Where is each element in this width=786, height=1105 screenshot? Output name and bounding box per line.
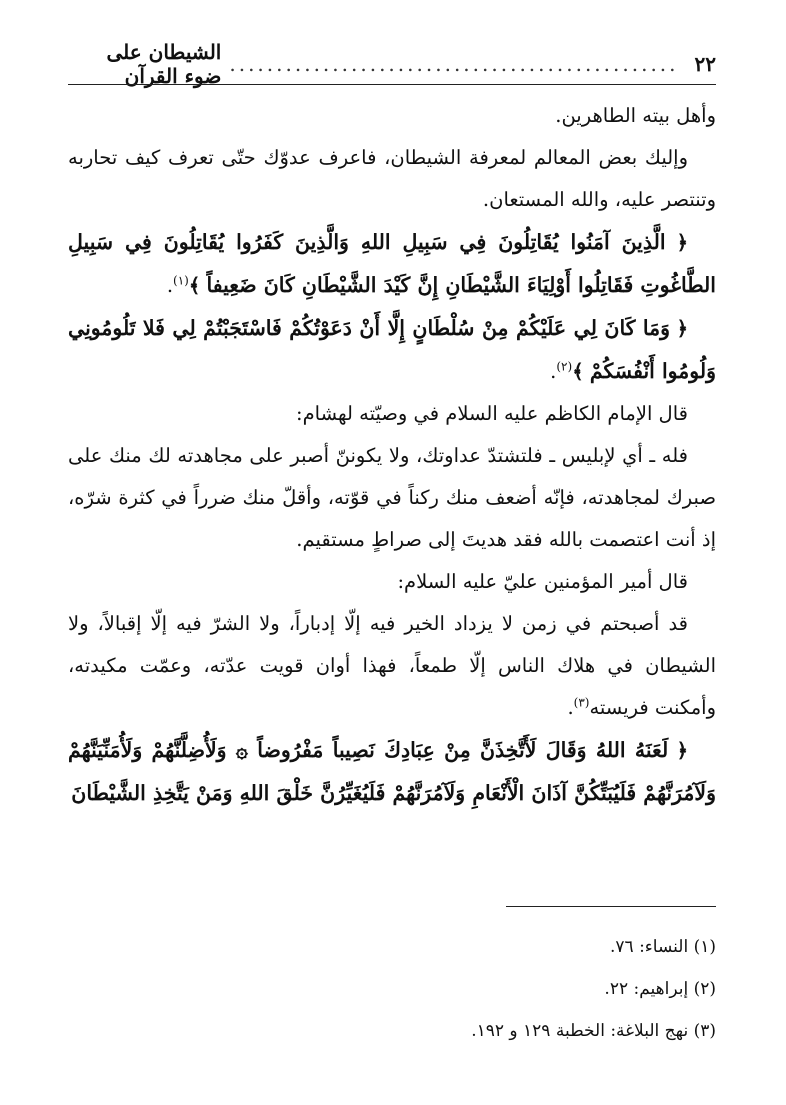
full-stop: . — [166, 274, 174, 297]
paragraph-text: قد أصبحتم في زمن لا يزداد الخير فيه إلّا إدباراً، ولا الشرّ فيه إلّا إقبالاً، ولا الشيطان في هلاك الناس إلّا طمعاً، فهذا أوان قويت عدّته، وعمّت مكيدته، وأمكنت فريسته — [68, 612, 716, 719]
full-stop: . — [567, 696, 574, 719]
footnote-ref: (١) — [173, 273, 189, 288]
page-number: ٢٢ — [694, 52, 716, 76]
paragraph-1 — [68, 95, 716, 137]
running-header — [68, 40, 716, 88]
footnote-3: (٣) نهج البلاغة: الخطبة ١٢٩ و ١٩٢. — [471, 1021, 716, 1041]
quran-text: الَّذِينَ آمَنُوا يُقَاتِلُونَ فِي سَبِيلِ اللهِ وَالَّذِينَ كَفَرُوا يُقَاتِلُونَ فِي سَبِيلِ الطَّاغُوتِ فَقَاتِلُوا أَوْلِيَاءَ الشَّيْطَانِ إِنَّ كَيْدَ الشَّيْطَانِ كَانَ ضَعِيفاً — [68, 230, 716, 297]
full-stop: . — [550, 360, 557, 383]
running-title: الشيطان على ضوء القرآن — [106, 40, 222, 88]
paragraph-text: وإليك بعض المعالم لمعرفة الشيطان، فاعرف عدوّك حتّى تعرف كيف تحاربه وتنتصر عليه، والله المستعان. — [68, 146, 716, 211]
footnote-ref: (٢) — [556, 359, 573, 374]
paragraph-text: فله ـ أي لإبليس ـ فلتشتدّ عداوتك، ولا يكوننّ أصبر على مجاهدته لك منك على صبرك لمجاهدته، فإنّه أضعف منك ركناً في قوّته، وأقلّ منك ضرراً في كثرة شرّه، إذ أنت اعتصمت بالله فقد هديتَ إلى صراطٍ مستقيم. — [68, 444, 716, 551]
ornate-bracket-close: ﴾ — [188, 274, 201, 297]
leader-dots: ................................................ — [229, 52, 679, 76]
quran-verse-2 — [68, 307, 716, 393]
footnote-2: (٢) إبراهيم: ٢٢. — [604, 979, 716, 999]
quran-verse-1 — [68, 221, 716, 307]
footnote-rule — [506, 906, 716, 907]
paragraph-text: قال أمير المؤمنين عليّ عليه السلام: — [397, 570, 688, 593]
paragraph-text: قال الإمام الكاظم عليه السلام في وصيّته لهشام: — [296, 402, 688, 425]
footnote-1: (١) النساء: ٧٦. — [610, 937, 716, 957]
page-body — [68, 95, 716, 815]
paragraph-kazim-intro — [68, 393, 716, 435]
paragraph-2 — [68, 137, 716, 221]
book-page — [68, 40, 716, 1080]
ornate-bracket-open: ﴿ — [676, 231, 688, 254]
paragraph-text: وأهل بيته الطاهرين. — [555, 104, 716, 127]
ornate-bracket-close: ﴾ — [572, 360, 584, 383]
quran-text: وَمَا كَانَ لِي عَلَيْكُمْ مِنْ سُلْطَانٍ إِلَّا أَنْ دَعَوْتُكُمْ فَاسْتَجَبْتُمْ لِي فَلا تَلُومُونِي وَلُومُوا أَنْفُسَكُمْ — [68, 316, 716, 383]
paragraph-ali-quote — [68, 603, 716, 729]
paragraph-kazim-quote — [68, 435, 716, 561]
footnote-ref: (٣) — [573, 695, 590, 710]
paragraph-ali-intro — [68, 561, 716, 603]
quran-text: لَعَنَهُ اللهُ وَقَالَ لَأَتَّخِذَنَّ مِنْ عِبَادِكَ نَصِيباً مَفْرُوضاً ۞ وَلَأُضِلَّنَّهُمْ وَلَأُمَنِّيَنَّهُمْ وَلَآمُرَنَّهُمْ فَلَيُبَتِّكُنَّ آذَانَ الْأَنْعَامِ وَلَآمُرَنَّهُمْ فَلَيُغَيِّرُنَّ خَلْقَ اللهِ وَمَنْ يَتَّخِذِ الشَّيْطَانَ — [68, 738, 716, 805]
quran-verse-3 — [68, 729, 716, 815]
footnotes — [68, 926, 716, 1052]
header-rule — [68, 84, 716, 85]
ornate-bracket-open: ﴿ — [676, 317, 689, 340]
ornate-bracket-open: ﴿ — [676, 739, 689, 762]
